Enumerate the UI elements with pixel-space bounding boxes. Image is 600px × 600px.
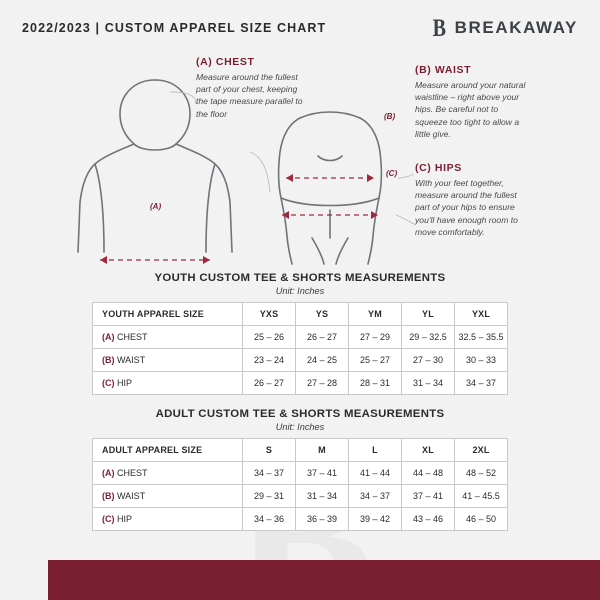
callout-chest-body: Measure around the fullest part of your chest, keeping the tape measure parallel to the floor bbox=[196, 72, 303, 119]
adult-col-0: S bbox=[243, 439, 296, 462]
adult-cell-1-3: 37 – 41 bbox=[402, 485, 455, 508]
youth-cell-1-1: 24 – 25 bbox=[296, 349, 349, 372]
table-row bbox=[93, 372, 508, 395]
table-header-row bbox=[93, 303, 508, 326]
youth-row-1-tag: (B) bbox=[102, 355, 115, 365]
adult-col-3: XL bbox=[402, 439, 455, 462]
youth-col-0: YXS bbox=[243, 303, 296, 326]
youth-col-2: YM bbox=[349, 303, 402, 326]
table-row bbox=[93, 508, 508, 531]
youth-section-title: YOUTH CUSTOM TEE & SHORTS MEASUREMENTS bbox=[154, 272, 446, 284]
youth-row-0-label bbox=[93, 326, 243, 349]
adult-cell-0-1: 37 – 41 bbox=[296, 462, 349, 485]
adult-cell-0-0: 34 – 37 bbox=[243, 462, 296, 485]
adult-cell-2-2: 39 – 42 bbox=[349, 508, 402, 531]
youth-row-0-name: CHEST bbox=[117, 332, 148, 342]
youth-cell-2-1: 27 – 28 bbox=[296, 372, 349, 395]
adult-header-label: ADULT APPAREL SIZE bbox=[93, 439, 243, 462]
youth-cell-0-3: 29 – 32.5 bbox=[402, 326, 455, 349]
youth-cell-1-0: 23 – 24 bbox=[243, 349, 296, 372]
youth-cell-0-0: 25 – 26 bbox=[243, 326, 296, 349]
youth-row-1-name: WAIST bbox=[117, 355, 146, 365]
adult-row-0-name: CHEST bbox=[117, 468, 148, 478]
adult-cell-1-2: 34 – 37 bbox=[349, 485, 402, 508]
adult-cell-1-1: 31 – 34 bbox=[296, 485, 349, 508]
table-row bbox=[93, 349, 508, 372]
youth-section bbox=[92, 272, 508, 395]
youth-cell-1-2: 25 – 27 bbox=[349, 349, 402, 372]
youth-col-1: YS bbox=[296, 303, 349, 326]
measurement-illustration bbox=[0, 52, 600, 267]
adult-row-1-name: WAIST bbox=[117, 491, 146, 501]
adult-section-subtitle: Unit: Inches bbox=[275, 422, 325, 432]
youth-cell-2-2: 28 – 31 bbox=[349, 372, 402, 395]
youth-row-0-tag: (A) bbox=[102, 332, 115, 342]
youth-cell-1-4: 30 – 33 bbox=[455, 349, 508, 372]
youth-cell-0-4: 32.5 – 35.5 bbox=[455, 326, 508, 349]
callout-hips bbox=[415, 162, 527, 238]
youth-row-2-name: HIP bbox=[117, 378, 133, 388]
table-row bbox=[93, 485, 508, 508]
adult-row-2-name: HIP bbox=[117, 514, 133, 524]
adult-cell-0-2: 41 – 44 bbox=[349, 462, 402, 485]
adult-section-title: ADULT CUSTOM TEE & SHORTS MEASUREMENTS bbox=[155, 408, 445, 420]
breakaway-logo-icon: B bbox=[432, 14, 446, 42]
callout-waist bbox=[415, 64, 527, 140]
brand-name: BREAKAWAY bbox=[454, 18, 578, 37]
youth-col-4: YXL bbox=[455, 303, 508, 326]
youth-section-subtitle: Unit: Inches bbox=[275, 286, 325, 296]
adult-row-0-label bbox=[93, 462, 243, 485]
callout-waist-body: Measure around your natural waistline – right above your hips. Be careful not to squeeze too tight to allow a little give. bbox=[415, 80, 526, 139]
adult-row-2-label bbox=[93, 508, 243, 531]
adult-col-2: L bbox=[349, 439, 402, 462]
callout-waist-title: (B) WAIST bbox=[415, 64, 472, 76]
table-header-row bbox=[93, 439, 508, 462]
youth-row-1-label bbox=[93, 349, 243, 372]
adult-size-table bbox=[92, 438, 508, 531]
callout-hips-title: (C) HIPS bbox=[415, 162, 462, 174]
youth-row-2-tag: (C) bbox=[102, 378, 115, 388]
callout-chest bbox=[196, 56, 308, 120]
adult-cell-0-3: 44 – 48 bbox=[402, 462, 455, 485]
table-row bbox=[93, 462, 508, 485]
youth-cell-0-1: 26 – 27 bbox=[296, 326, 349, 349]
hips-marker-label: (C) bbox=[386, 169, 398, 178]
page-title: 2022/2023 | CUSTOM APPAREL SIZE CHART bbox=[22, 21, 327, 35]
adult-col-4: 2XL bbox=[455, 439, 508, 462]
adult-col-1: M bbox=[296, 439, 349, 462]
adult-cell-1-0: 29 – 31 bbox=[243, 485, 296, 508]
callout-chest-title: (A) CHEST bbox=[196, 56, 255, 68]
youth-header-label: YOUTH APPAREL SIZE bbox=[93, 303, 243, 326]
youth-cell-2-4: 34 – 37 bbox=[455, 372, 508, 395]
adult-cell-2-4: 46 – 50 bbox=[455, 508, 508, 531]
adult-row-2-tag: (C) bbox=[102, 514, 115, 524]
adult-row-0-tag: (A) bbox=[102, 468, 115, 478]
table-row bbox=[93, 326, 508, 349]
page-header bbox=[0, 0, 600, 56]
youth-col-3: YL bbox=[402, 303, 455, 326]
brand-lockup bbox=[431, 16, 578, 41]
callout-hips-body: With your feet together, measure around the fullest part of your hips to ensure you'll have enough room to move comfortably. bbox=[415, 178, 518, 237]
adult-row-1-label bbox=[93, 485, 243, 508]
youth-size-table bbox=[92, 302, 508, 395]
youth-cell-1-3: 27 – 30 bbox=[402, 349, 455, 372]
chest-marker-label: (A) bbox=[150, 202, 162, 211]
youth-cell-0-2: 27 – 29 bbox=[349, 326, 402, 349]
adult-row-1-tag: (B) bbox=[102, 491, 115, 501]
adult-cell-2-0: 34 – 36 bbox=[243, 508, 296, 531]
adult-cell-0-4: 48 – 52 bbox=[455, 462, 508, 485]
adult-section bbox=[92, 408, 508, 531]
waist-marker-label: (B) bbox=[384, 112, 396, 121]
adult-cell-2-3: 43 – 46 bbox=[402, 508, 455, 531]
adult-cell-1-4: 41 – 45.5 bbox=[455, 485, 508, 508]
youth-row-2-label bbox=[93, 372, 243, 395]
youth-cell-2-3: 31 – 34 bbox=[402, 372, 455, 395]
footer-accent-bar bbox=[48, 560, 600, 600]
youth-cell-2-0: 26 – 27 bbox=[243, 372, 296, 395]
adult-cell-2-1: 36 – 39 bbox=[296, 508, 349, 531]
